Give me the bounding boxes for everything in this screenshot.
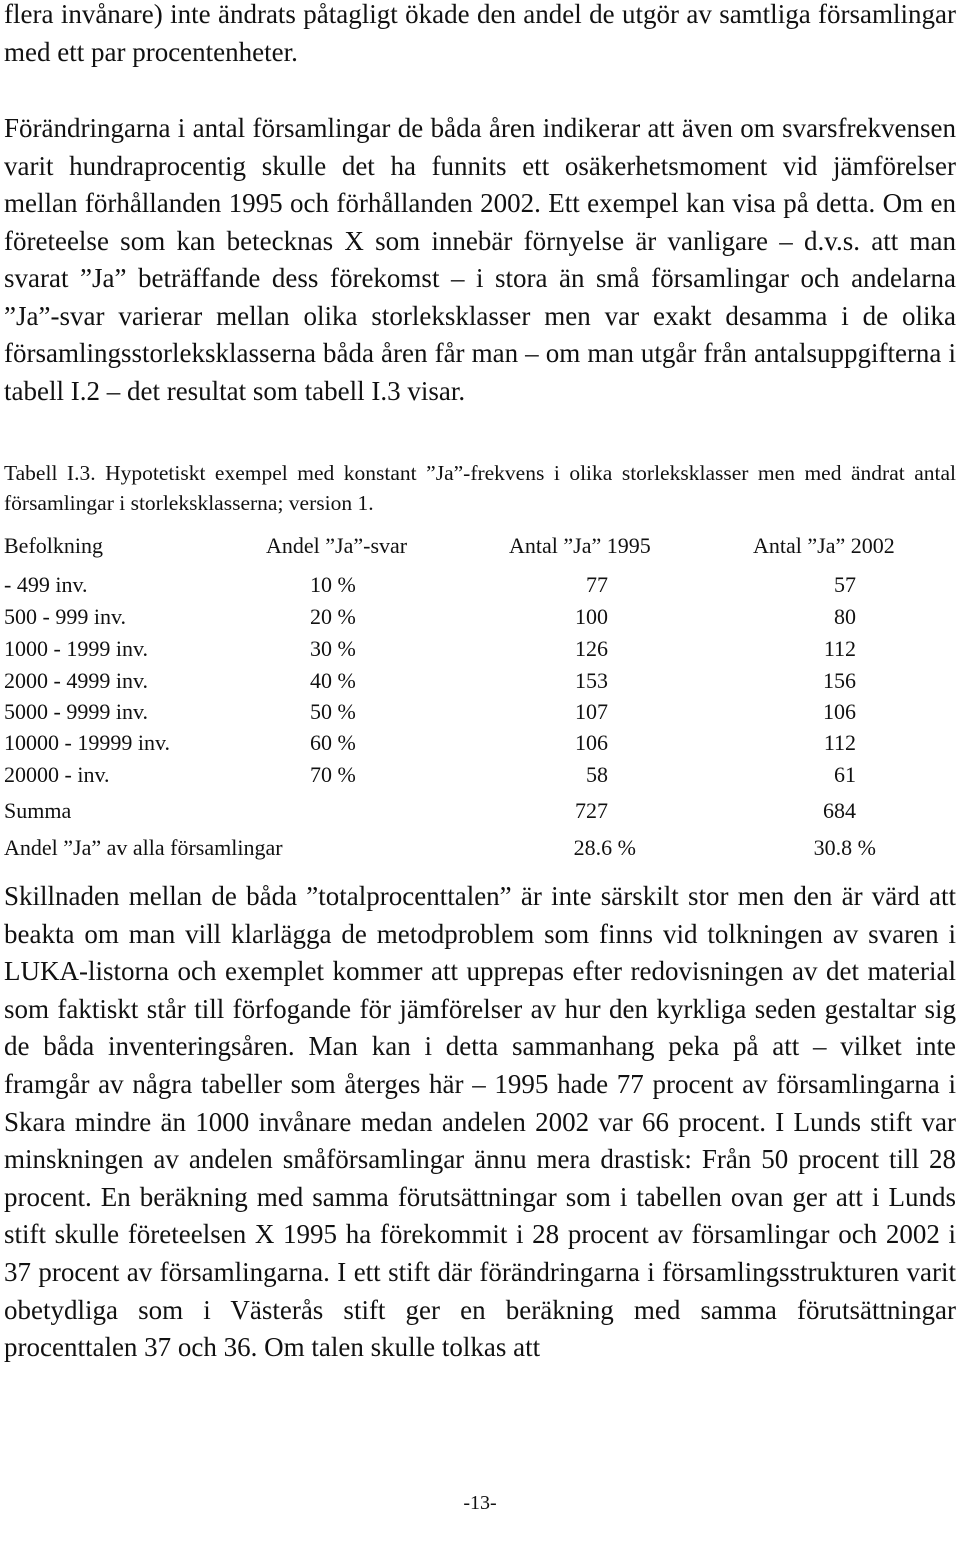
cell-population: 10000 - 19999 inv. [4,730,171,755]
table-row [4,572,956,602]
cell-yes-2002: 112 [823,636,856,661]
header-yes-1995: Antal ”Ja” 1995 [509,533,651,558]
paragraph-intro: flera invånare) inte ändrats påtagligt ökade den andel de utgör av samtliga församlingar med ett par procentenheter. [4,0,956,67]
sum-yes-2002: 684 [823,798,856,823]
cell-share: 30 % [310,636,356,661]
table-sum-row [4,798,956,828]
header-share: Andel ”Ja”-svar [266,533,408,558]
cell-yes-1995: 107 [575,699,608,724]
cell-yes-2002: 57 [834,572,856,597]
sum-yes-1995: 727 [575,798,608,823]
cell-population: 1000 - 1999 inv. [4,636,149,661]
table-row [4,636,956,666]
table-header-row [4,533,956,563]
cell-yes-1995: 100 [575,604,608,629]
cell-yes-1995: 58 [586,762,608,787]
cell-share: 10 % [310,572,356,597]
cell-yes-2002: 156 [823,668,856,693]
cell-share: 20 % [310,604,356,629]
cell-yes-1995: 153 [575,668,608,693]
table-row [4,668,956,698]
cell-yes-1995: 106 [575,730,608,755]
cell-share: 60 % [310,730,356,755]
header-yes-2002: Antal ”Ja” 2002 [753,533,895,558]
cell-share: 50 % [310,699,356,724]
table-share-row [4,835,956,865]
cell-yes-2002: 61 [834,762,856,787]
table-row [4,762,956,792]
cell-population: - 499 inv. [4,572,88,597]
share-all-label: Andel ”Ja” av alla församlingar [4,835,283,860]
cell-share: 40 % [310,668,356,693]
cell-population: 5000 - 9999 inv. [4,699,149,724]
cell-yes-2002: 80 [834,604,856,629]
page-number: -13- [463,1492,497,1514]
table-caption: Tabell I.3. Hypotetiskt exempel med konstant ”Ja”-frekvens i olika storleksklasser men med ändrat antal församlingar i storleksklasserna; version 1. [4,461,956,515]
cell-population: 20000 - inv. [4,762,110,787]
cell-population: 500 - 999 inv. [4,604,127,629]
cell-yes-2002: 112 [823,730,856,755]
sum-label: Summa [4,798,72,823]
cell-yes-2002: 106 [823,699,856,724]
share-all-2002: 30.8 % [813,835,876,860]
cell-yes-1995: 77 [586,572,608,597]
paragraph-discussion: Skillnaden mellan de båda ”totalprocenttalen” är inte särskilt stor men den är värd att beakta om man vill klarlägga de metodproblem som finns vid tolkningen av svaren i LUKA-listorna och exemplet kommer att upprepas efter redovisningen av det material som faktiskt står till förfogande för jämförelser av hur den kyrkliga seden gestaltar sig de båda inventeringsåren. Man kan i detta sammanhang peka på att – vilket inte framgår av några tabeller som återges här – 1995 hade 77 procent av församlingarna i Skara mindre än 1000 invånare medan andelen 2002 var 66 procent. I Lunds stift var minskningen av andelen småförsamlingar ännu mera drastisk: Från 50 procent till 28 procent. En beräkning med samma förutsättningar som i tabellen ovan ger att i Lunds stift skulle företeelsen X 1995 ha förekommit i 28 procent av församlingar och 2002 i 37 procent av församlingarna. I ett stift där förändringarna i församlingsstrukturen varit obetydliga som i Västerås stift ger en beräkning med samma förutsättningar procenttalen 37 och 36. Om talen skulle tolkas att [4,881,956,1363]
share-all-1995: 28.6 % [573,835,636,860]
cell-yes-1995: 126 [575,636,608,661]
table-row [4,730,956,760]
table-row [4,604,956,634]
cell-population: 2000 - 4999 inv. [4,668,149,693]
paragraph-method: Förändringarna i antal församlingar de båda åren indikerar att även om svarsfrekvensen varit hundraprocentig skulle det ha funnits ett osäkerhetsmoment vid jämförelser mellan förhållanden 1995 och förhållanden 2002. Ett exempel kan visa på detta. Om en företeelse som kan betecknas X som innebär förnyelse är vanligare – d.v.s. att man svarat ”Ja” beträffande dess förekomst – i stora än små församlingar och andelarna ”Ja”-svar varierar mellan olika storleksklasser men var exakt desamma i de olika församlingsstorleksklasserna båda åren får man – om man utgår från antalsuppgifterna i tabell I.2 – det resultat som tabell I.3 visar. [4,113,956,406]
header-population: Befolkning [4,533,103,558]
cell-share: 70 % [310,762,356,787]
table-row [4,699,956,729]
